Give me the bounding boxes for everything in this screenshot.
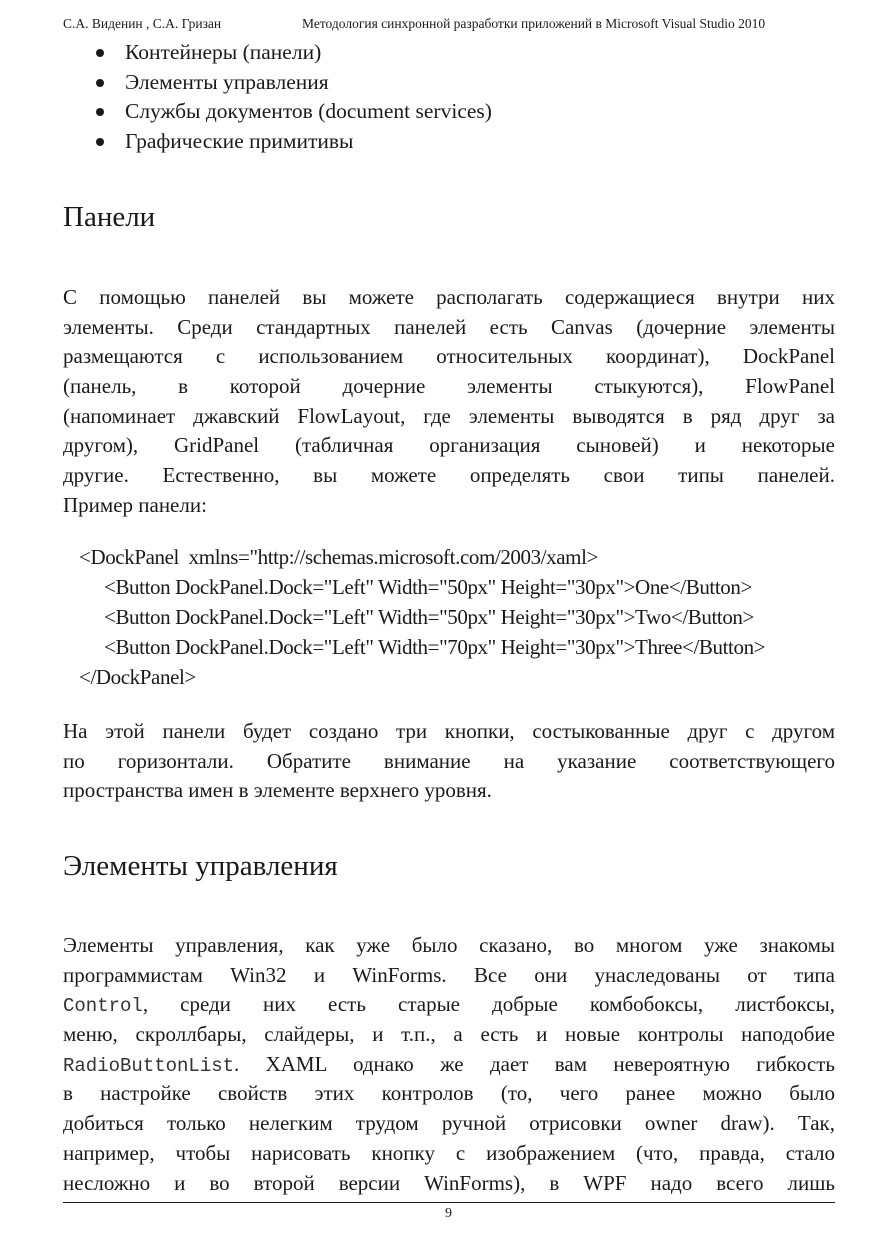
section-heading-controls: Элементы управления xyxy=(63,850,338,882)
text-line: меню, скроллбары, слайдеры, и т.п., а есть и новые контролы наподобие xyxy=(63,1022,835,1047)
header-book-title: Методология синхронной разработки приложений в Microsoft Visual Studio 2010 xyxy=(302,16,766,31)
page-header xyxy=(63,16,835,36)
text-line: (панель, в которой дочерние элементы стыкуются), FlowPanel xyxy=(63,374,835,399)
code-line: </DockPanel> xyxy=(79,665,196,689)
text-line: по горизонтали. Обратите внимание на указание соответствующего xyxy=(63,748,835,773)
text-line: элементы. Среди стандартных панелей есть Canvas (дочерние элементы xyxy=(63,314,835,339)
list-item: Элементы управления xyxy=(96,68,492,98)
text-line: несложно и во второй версии WinForms), в WPF надо всего лишь xyxy=(63,1170,835,1195)
list-item: Контейнеры (панели) xyxy=(96,38,492,68)
code-line: <Button DockPanel.Dock="Left" Width="70px" Height="30px">Three</Button> xyxy=(104,635,766,659)
text-line: размещаются с использованием относительных координат), DockPanel xyxy=(63,344,835,369)
text-line: (напоминает джавский FlowLayout, где элементы выводятся в ряд друг за xyxy=(63,403,835,428)
text-line: На этой панели будет создано три кнопки, состыкованные друг с другом xyxy=(63,719,835,743)
section-heading-panels: Панели xyxy=(63,201,156,233)
text-line: С помощью панелей вы можете располагать содержащиеся внутри них xyxy=(63,285,835,309)
text-line: RadioButtonList. XAML однако же дает вам невероятную гибкость xyxy=(63,1051,835,1077)
panels-conclusion-paragraph xyxy=(63,717,835,806)
code-line: <Button DockPanel.Dock="Left" Width="50px" Height="30px">Two</Button> xyxy=(104,605,754,629)
panels-paragraph xyxy=(63,283,835,521)
text-line: Элементы управления, как уже было сказано, во многом уже знакомы xyxy=(63,933,835,957)
page-number: 9 xyxy=(445,1206,452,1221)
code-sample xyxy=(79,542,835,692)
footer-divider xyxy=(63,1202,835,1203)
inline-code: RadioButtonList xyxy=(63,1054,235,1077)
list-item: Службы документов (document services) xyxy=(96,97,492,127)
code-line: <Button DockPanel.Dock="Left" Width="50px" Height="30px">One</Button> xyxy=(104,575,752,599)
text-line: программистам Win32 и WinForms. Все они унаследованы от типа xyxy=(63,962,835,987)
text-line: в настройке свойств этих контролов (то, чего ранее можно было xyxy=(63,1081,835,1106)
text-line: Пример панели: xyxy=(63,492,207,517)
text-line: пространства имен в элементе верхнего уровня. xyxy=(63,778,492,803)
controls-paragraph xyxy=(63,931,835,1198)
text-line: добиться только нелегким трудом ручной отрисовки owner draw). Так, xyxy=(63,1111,835,1136)
text-line: другом), GridPanel (табличная организация сыновей) и некоторые xyxy=(63,433,835,458)
text-line: Control, среди них есть старые добрые комбобоксы, листбоксы, xyxy=(63,992,835,1018)
text-line: другие. Естественно, вы можете определять свои типы панелей. xyxy=(63,463,835,488)
code-line: <DockPanel xmlns="http://schemas.microsoft.com/2003/xaml> xyxy=(79,545,598,569)
text-line: например, чтобы нарисовать кнопку с изображением (что, правда, стало xyxy=(63,1140,835,1165)
inline-code: Control xyxy=(63,995,143,1018)
header-authors: С.А. Виденин , С.А. Гризан xyxy=(63,16,222,31)
list-item: Графические примитивы xyxy=(96,127,492,157)
bullet-list xyxy=(96,38,492,157)
